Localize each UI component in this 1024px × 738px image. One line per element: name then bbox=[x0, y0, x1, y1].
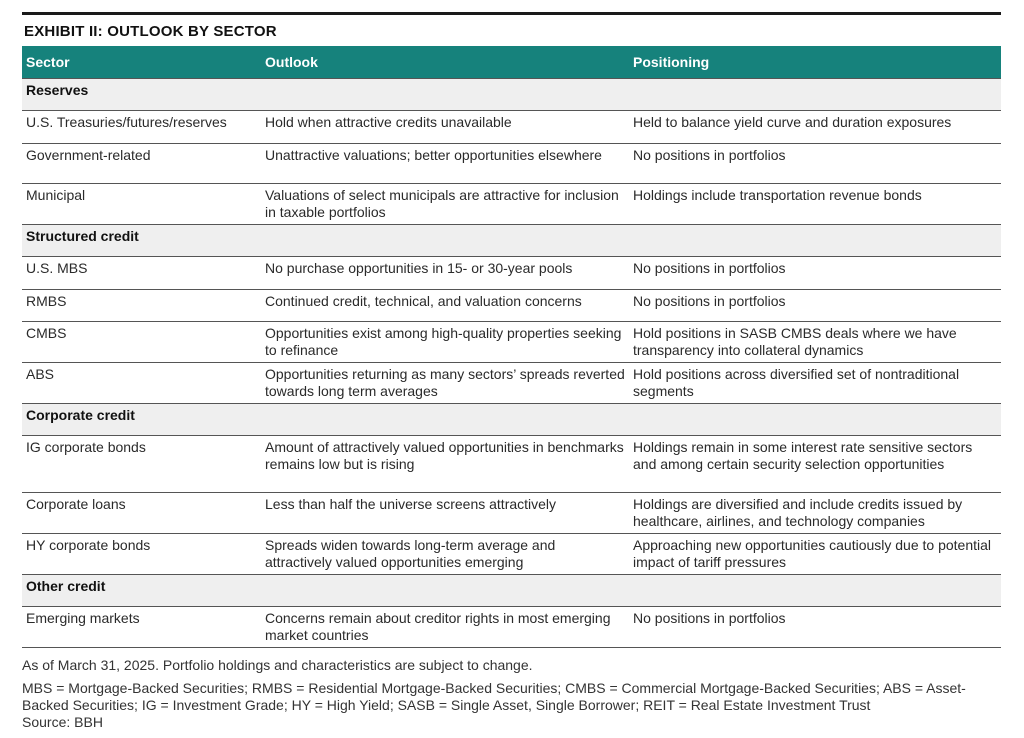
table-row bbox=[22, 607, 1001, 648]
group-row-other-credit bbox=[22, 575, 1001, 607]
outlook-cell: Spreads widen towards long-term average and attractively valued opportunities emerging bbox=[261, 534, 629, 575]
group-row-corporate-credit bbox=[22, 404, 1001, 436]
as-of-note: As of March 31, 2025. Portfolio holdings and characteristics are subject to change. bbox=[22, 657, 533, 673]
positioning-cell: Holdings remain in some interest rate sensitive sectors and among certain security selection opportunities bbox=[629, 436, 1001, 493]
top-rule bbox=[22, 12, 1001, 15]
sector-outlook-table bbox=[22, 46, 1001, 648]
sector-cell: U.S. MBS bbox=[22, 257, 261, 290]
outlook-cell: Amount of attractively valued opportunities in benchmarks remains low but is rising bbox=[261, 436, 629, 493]
outlook-cell: Unattractive valuations; better opportunities elsewhere bbox=[261, 144, 629, 184]
group-label: Reserves bbox=[22, 79, 1001, 111]
table-header-row bbox=[22, 46, 1001, 79]
outlook-cell: Valuations of select municipals are attractive for inclusion in taxable portfolios bbox=[261, 184, 629, 225]
table-row bbox=[22, 436, 1001, 493]
table-row bbox=[22, 363, 1001, 404]
sector-cell: CMBS bbox=[22, 322, 261, 363]
table-row bbox=[22, 322, 1001, 363]
header-outlook: Outlook bbox=[261, 46, 629, 79]
table-row bbox=[22, 534, 1001, 575]
positioning-cell: Approaching new opportunities cautiously due to potential impact of tariff pressures bbox=[629, 534, 1001, 575]
table-row bbox=[22, 257, 1001, 290]
table-row bbox=[22, 290, 1001, 322]
group-row-structured-credit bbox=[22, 225, 1001, 257]
exhibit-title: EXHIBIT II: OUTLOOK BY SECTOR bbox=[24, 23, 277, 40]
positioning-cell: No positions in portfolios bbox=[629, 257, 1001, 290]
table-row bbox=[22, 111, 1001, 144]
table-row bbox=[22, 144, 1001, 184]
positioning-cell: Holdings include transportation revenue bonds bbox=[629, 184, 1001, 225]
sector-cell: Emerging markets bbox=[22, 607, 261, 648]
positioning-cell: No positions in portfolios bbox=[629, 144, 1001, 184]
outlook-cell: Opportunities returning as many sectors’ spreads reverted towards long term averages bbox=[261, 363, 629, 404]
group-label: Other credit bbox=[22, 575, 1001, 607]
outlook-cell: Continued credit, technical, and valuation concerns bbox=[261, 290, 629, 322]
sector-cell: HY corporate bonds bbox=[22, 534, 261, 575]
group-row-reserves bbox=[22, 79, 1001, 111]
group-label: Corporate credit bbox=[22, 404, 1001, 436]
positioning-cell: Hold positions in SASB CMBS deals where we have transparency into collateral dynamics bbox=[629, 322, 1001, 363]
positioning-cell: Held to balance yield curve and duration exposures bbox=[629, 111, 1001, 144]
sector-cell: Government-related bbox=[22, 144, 261, 184]
group-label: Structured credit bbox=[22, 225, 1001, 257]
sector-cell: RMBS bbox=[22, 290, 261, 322]
table-row bbox=[22, 184, 1001, 225]
header-positioning: Positioning bbox=[629, 46, 1001, 79]
outlook-cell: No purchase opportunities in 15- or 30-year pools bbox=[261, 257, 629, 290]
sector-cell: Corporate loans bbox=[22, 493, 261, 534]
outlook-cell: Opportunities exist among high-quality properties seeking to refinance bbox=[261, 322, 629, 363]
positioning-cell: No positions in portfolios bbox=[629, 607, 1001, 648]
outlook-cell: Concerns remain about creditor rights in most emerging market countries bbox=[261, 607, 629, 648]
sector-cell: IG corporate bonds bbox=[22, 436, 261, 493]
outlook-cell: Less than half the universe screens attractively bbox=[261, 493, 629, 534]
table-row bbox=[22, 493, 1001, 534]
sector-cell: Municipal bbox=[22, 184, 261, 225]
positioning-cell: Hold positions across diversified set of nontraditional segments bbox=[629, 363, 1001, 404]
positioning-cell: Holdings are diversified and include credits issued by healthcare, airlines, and technology companies bbox=[629, 493, 1001, 534]
header-sector: Sector bbox=[22, 46, 261, 79]
sector-cell: ABS bbox=[22, 363, 261, 404]
abbreviations-note: MBS = Mortgage-Backed Securities; RMBS = Residential Mortgage-Backed Securities; CMBS = Commercial Mortgage-Backed Securities; ABS = Asset-Backed Securities; IG = Investment Grade; HY = High Yield; SASB = Single Asset, Single Borrower; REIT = Real Estate Investment Trust bbox=[22, 680, 966, 713]
sector-cell: U.S. Treasuries/futures/reserves bbox=[22, 111, 261, 144]
source-note: Source: BBH bbox=[22, 714, 103, 730]
outlook-cell: Hold when attractive credits unavailable bbox=[261, 111, 629, 144]
positioning-cell: No positions in portfolios bbox=[629, 290, 1001, 322]
